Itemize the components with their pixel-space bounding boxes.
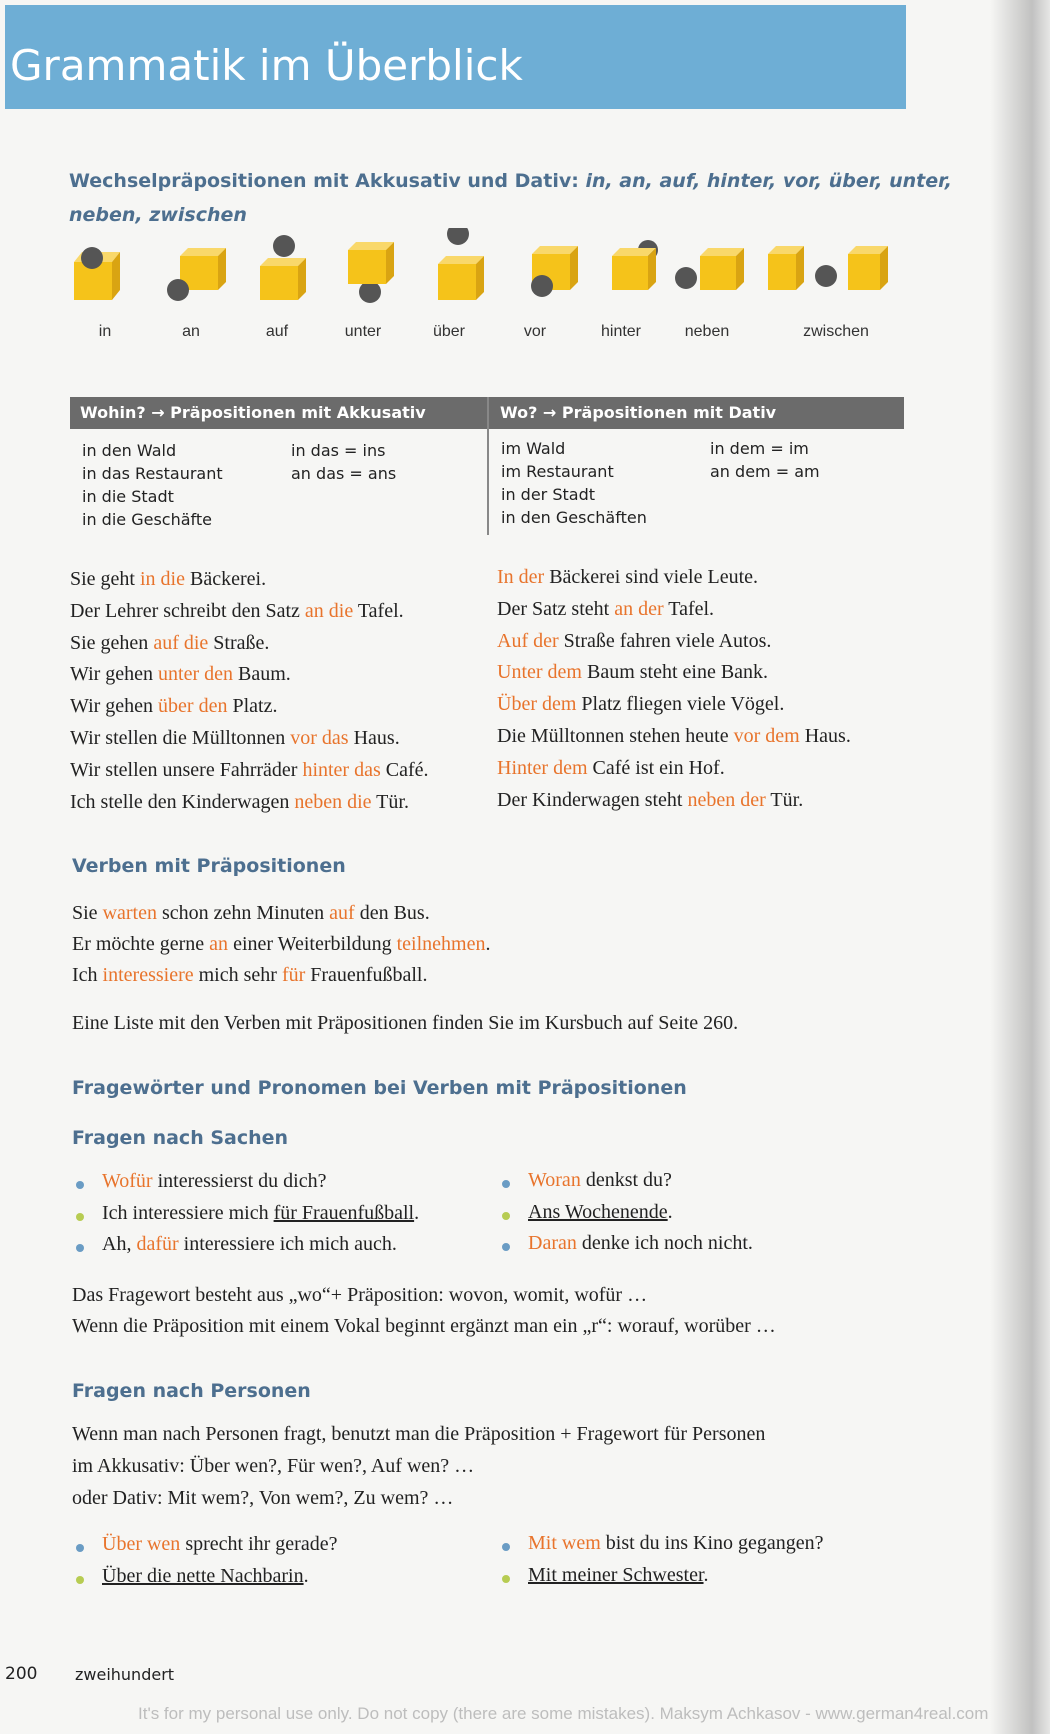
- heading-prefix: Wechselpräpositionen mit Akkusativ und Dativ:: [69, 170, 586, 192]
- illustration-unter: [318, 228, 408, 348]
- illustration-neben: [662, 228, 752, 348]
- table-cell: in den Wald: [82, 441, 177, 460]
- example-sentence: [70, 663, 291, 686]
- verben-heading: Verben mit Präpositionen: [72, 855, 346, 877]
- cube-ball-ueber-icon: [404, 228, 494, 318]
- text: einer Weiterbildung: [228, 933, 397, 955]
- title-banner: [5, 5, 906, 109]
- table-cell: an dem = am: [710, 462, 820, 481]
- verb-sentence: [72, 933, 490, 956]
- table-cell: in dem = im: [710, 439, 809, 458]
- heading-list-line2: neben, zwischen: [69, 204, 247, 226]
- dialog-line: [528, 1169, 672, 1192]
- example-sentence: [70, 759, 429, 782]
- text: .: [414, 1201, 420, 1224]
- bullet-icon: [76, 1576, 84, 1584]
- dialog-line: [102, 1565, 309, 1588]
- preposition-highlight: Über dem: [497, 693, 577, 716]
- text: Haus.: [348, 727, 400, 749]
- text: Platz fliegen viele Vögel.: [576, 693, 785, 716]
- text: Der Lehrer schreibt den Satz: [70, 599, 305, 622]
- cube-label: unter: [344, 323, 382, 340]
- text: Straße.: [208, 631, 270, 654]
- example-sentence: [497, 661, 768, 684]
- page-number-word: zweihundert: [75, 1665, 175, 1684]
- preposition-highlight: hinter das: [302, 758, 381, 781]
- text: Wir gehen: [70, 663, 159, 686]
- text: Baum steht eine Bank.: [581, 661, 769, 684]
- preposition-highlight: an: [209, 933, 229, 955]
- bullet-icon: [76, 1181, 84, 1189]
- verb-sentence: [72, 964, 427, 987]
- preposition-highlight: vor das: [290, 727, 349, 749]
- text: Wir stellen unsere Fahrräder: [70, 758, 303, 781]
- cube-label: hinter: [600, 323, 642, 340]
- text: Sie gehen: [70, 631, 154, 654]
- text: Tür.: [371, 790, 409, 813]
- illustration-auf: [232, 228, 322, 348]
- table-divider: [487, 397, 489, 535]
- bullet-icon: [76, 1544, 84, 1552]
- cube-label: über: [432, 323, 466, 340]
- table-cell: in die Stadt: [82, 487, 174, 506]
- example-sentence: [497, 630, 771, 653]
- text: Tür.: [765, 788, 804, 811]
- akkusativ-header: Wohin? → Präpositionen mit Akkusativ: [80, 403, 426, 422]
- highlight: Über wen: [102, 1533, 181, 1555]
- text: Platz.: [227, 695, 278, 718]
- text: .: [303, 1564, 309, 1587]
- preposition-highlight: auf die: [153, 631, 209, 654]
- text: Der Kinderwagen steht: [497, 788, 688, 811]
- text: Baum.: [233, 663, 291, 686]
- example-sentence: [497, 598, 714, 621]
- preposition-highlight: neben die: [294, 790, 372, 813]
- underlined-answer: Ans Wochenende: [528, 1200, 668, 1223]
- bullet-icon: [502, 1180, 510, 1188]
- text: Die Mülltonnen stehen heute: [497, 725, 734, 747]
- table-cell: an das = ans: [291, 464, 397, 483]
- underlined-answer: für Frauenfußball: [273, 1201, 415, 1224]
- text: Wir gehen: [70, 695, 159, 718]
- cube-label: an: [182, 323, 200, 340]
- cube-label: vor: [523, 323, 547, 340]
- text: .: [703, 1563, 709, 1586]
- personen-heading: Fragen nach Personen: [72, 1380, 311, 1402]
- cube-label: in: [98, 323, 112, 340]
- example-sentence: [497, 725, 851, 748]
- cube-ball-an-icon: [146, 228, 236, 318]
- text: Tafel.: [663, 597, 715, 620]
- dialog-line: [528, 1232, 753, 1255]
- cube-label: auf: [265, 323, 289, 340]
- verb-highlight: interessiere: [102, 964, 194, 986]
- example-sentence: [70, 568, 266, 591]
- personen-text: oder Dativ: Mit wem?, Von wem?, Zu wem? …: [72, 1487, 454, 1509]
- verbs-note: Eine Liste mit den Verben mit Präpositionen finden Sie im Kursbuch auf Seite 260.: [72, 1012, 739, 1034]
- text: Wir stellen die Mülltonnen: [70, 727, 291, 749]
- page-number: 200: [5, 1664, 38, 1684]
- explanation-line: Das Fragewort besteht aus „wo“+ Präposition: wovon, womit, wofür …: [72, 1284, 648, 1306]
- dialog-line: [102, 1233, 397, 1256]
- cube-ball-hinter-icon: [576, 228, 666, 318]
- highlight: Woran: [528, 1169, 581, 1191]
- cube-ball-auf-icon: [232, 228, 322, 318]
- table-cell: in das Restaurant: [82, 464, 223, 483]
- highlight: Daran: [528, 1232, 577, 1254]
- text: Ah,: [102, 1233, 137, 1255]
- text: Der Satz steht: [497, 597, 615, 620]
- text: mich sehr: [193, 964, 282, 986]
- akkusativ-contractions: [291, 439, 396, 485]
- text: Tafel.: [353, 599, 404, 622]
- preposition-highlight: Auf der: [497, 629, 559, 652]
- example-sentence: [70, 695, 277, 718]
- table-cell: in der Stadt: [501, 485, 595, 504]
- preposition-highlight: an der: [614, 597, 664, 620]
- text: denkst du?: [580, 1169, 672, 1191]
- text: schon zehn Minuten: [156, 902, 330, 924]
- text: Sie geht: [70, 568, 140, 590]
- dativ-contractions: [710, 437, 820, 483]
- underlined-answer: Mit meiner Schwester: [528, 1563, 704, 1586]
- example-sentence: [70, 632, 269, 655]
- illustration-in: [60, 228, 150, 348]
- cube-label: neben: [684, 323, 730, 340]
- dialog-line: [528, 1201, 673, 1224]
- dialog-line: [528, 1532, 824, 1555]
- bullet-icon: [502, 1575, 510, 1583]
- wechselpraepositionen-heading-cont: [69, 204, 247, 226]
- table-cell: im Restaurant: [501, 462, 614, 481]
- text: Ich stelle den Kinderwagen: [70, 790, 295, 813]
- watermark: It's for my personal use only. Do not copy (there are some mistakes). Maksym Achkasov - www.german4real.com: [138, 1704, 989, 1723]
- text: Bäckerei.: [185, 568, 267, 590]
- illustration-hinter: [576, 228, 666, 348]
- cube-ball-zwischen-icon: [762, 228, 910, 318]
- highlight: Wofür: [102, 1170, 153, 1192]
- example-sentence: [70, 600, 404, 623]
- highlight: Mit wem: [528, 1532, 601, 1554]
- cube-ball-unter-icon: [318, 228, 408, 318]
- verb-highlight: warten: [102, 902, 157, 924]
- preposition-highlight: in die: [140, 568, 185, 590]
- example-sentence: [497, 789, 803, 812]
- preposition-highlight: Hinter dem: [497, 756, 588, 779]
- preposition-highlight: In der: [497, 566, 545, 588]
- personen-text: im Akkusativ: Über wen?, Für wen?, Auf wen? …: [72, 1455, 475, 1477]
- text: Bäckerei sind viele Leute.: [544, 566, 759, 588]
- text: Café ist ein Hof.: [587, 756, 725, 779]
- text: .: [485, 933, 491, 955]
- text: Haus.: [799, 725, 851, 747]
- explanation-line: Wenn die Präposition mit einem Vokal beginnt ergänzt man ein „r“: worauf, worüber …: [72, 1315, 776, 1337]
- example-sentence: [497, 757, 725, 780]
- text: .: [667, 1200, 673, 1223]
- text: Ich interessiere mich: [102, 1201, 274, 1224]
- example-sentence: [70, 727, 400, 750]
- verb-highlight: teilnehmen: [396, 933, 486, 955]
- text: Sie: [72, 902, 103, 924]
- illustration-vor: [490, 228, 580, 348]
- dialog-line: [102, 1170, 326, 1193]
- table-cell: in die Geschäfte: [82, 510, 212, 529]
- bullet-icon: [502, 1243, 510, 1251]
- bullet-icon: [502, 1212, 510, 1220]
- illustration-an: [146, 228, 236, 348]
- illustration-ueber: [404, 228, 494, 348]
- personen-text: Wenn man nach Personen fragt, benutzt man die Präposition + Fragewort für Personen: [72, 1423, 766, 1445]
- preposition-highlight: auf: [329, 902, 355, 924]
- text: interessierst du dich?: [152, 1170, 327, 1192]
- preposition-highlight: Unter dem: [497, 661, 582, 684]
- preposition-highlight: unter den: [158, 663, 234, 686]
- cube-ball-in-icon: [60, 228, 150, 318]
- fragewoerter-heading: Fragewörter und Pronomen bei Verben mit Präpositionen: [72, 1077, 687, 1099]
- text: den Bus.: [354, 902, 430, 924]
- preposition-highlight: neben der: [687, 788, 766, 811]
- table-cell: in das = ins: [291, 441, 386, 460]
- preposition-highlight: über den: [158, 695, 228, 718]
- text: denke ich noch nicht.: [576, 1232, 753, 1254]
- verb-sentence: [72, 902, 430, 925]
- heading-list-line1: in, an, auf, hinter, vor, über, unter,: [585, 170, 952, 192]
- preposition-highlight: vor dem: [733, 725, 800, 747]
- text: Frauenfußball.: [305, 964, 428, 986]
- preposition-illustrations: [60, 228, 910, 348]
- text: interessiere ich mich auch.: [178, 1233, 397, 1255]
- text: Er möchte gerne: [72, 933, 210, 955]
- preposition-highlight: an die: [304, 599, 354, 622]
- text: Ich: [72, 964, 103, 986]
- dialog-line: [528, 1564, 709, 1587]
- text: sprecht ihr gerade?: [180, 1533, 338, 1555]
- bullet-icon: [76, 1213, 84, 1221]
- example-sentence: [497, 566, 758, 589]
- underlined-answer: Über die nette Nachbarin: [102, 1564, 304, 1587]
- akkusativ-examples: [82, 439, 223, 531]
- example-sentence: [70, 791, 409, 814]
- cube-label: zwischen: [803, 323, 869, 340]
- table-cell: im Wald: [501, 439, 566, 458]
- dialog-line: [102, 1202, 419, 1225]
- dialog-line: [102, 1533, 337, 1556]
- table-cell: in den Geschäften: [501, 508, 647, 527]
- dativ-examples: [501, 437, 647, 529]
- dativ-header: Wo? → Präpositionen mit Dativ: [500, 403, 777, 422]
- wechselpraepositionen-heading: [69, 170, 952, 192]
- bullet-icon: [502, 1543, 510, 1551]
- bullet-icon: [76, 1244, 84, 1252]
- highlight: dafür: [136, 1233, 179, 1255]
- preposition-highlight: für: [281, 964, 306, 986]
- cube-ball-neben-icon: [662, 228, 752, 318]
- text: Straße fahren viele Autos.: [558, 629, 772, 652]
- page-title: Grammatik im Überblick: [10, 41, 523, 90]
- text: bist du ins Kino gegangen?: [600, 1532, 824, 1554]
- sachen-heading: Fragen nach Sachen: [72, 1127, 289, 1149]
- text: Café.: [380, 758, 429, 781]
- example-sentence: [497, 693, 784, 716]
- illustration-zwischen: [762, 228, 910, 348]
- cube-ball-vor-icon: [490, 228, 580, 318]
